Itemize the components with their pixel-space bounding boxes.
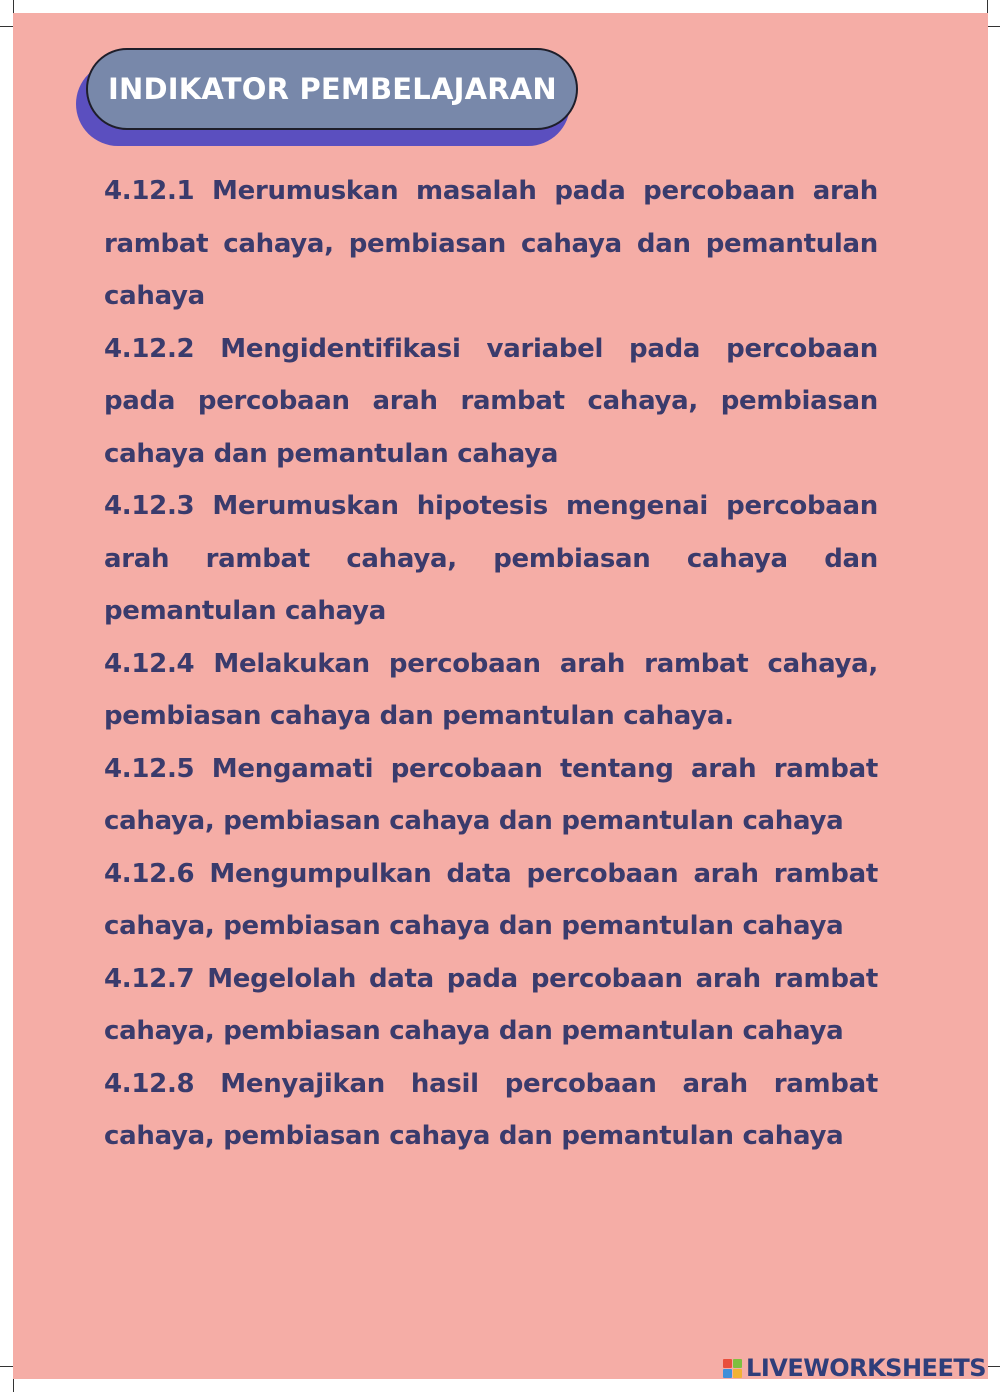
brand-name: LIVEWORKSHEETS [746, 1354, 986, 1382]
indicator-item: 4.12.5 Mengamati percobaan tentang arah rambat cahaya, pembiasan cahaya dan pemantulan cahaya [104, 753, 878, 836]
header-badge [86, 48, 578, 130]
indicator-item: 4.12.1 Merumuskan masalah pada percobaan arah rambat cahaya, pembiasan cahaya dan pemantulan cahaya [104, 176, 878, 311]
indicator-item: 4.12.7 Megelolah data pada percobaan arah rambat cahaya, pembiasan cahaya dan pemantulan cahaya [104, 963, 878, 1046]
crop-mark [0, 26, 13, 27]
crop-mark [987, 0, 988, 13]
indicator-item: 4.12.4 Melakukan percobaan arah rambat cahaya, pembiasan cahaya dan pemantulan cahaya. [104, 648, 878, 731]
liveworksheets-logo-icon [723, 1359, 742, 1378]
indicator-list [104, 165, 878, 1163]
indicator-item: 4.12.3 Merumuskan hipotesis mengenai percobaan arah rambat cahaya, pembiasan cahaya dan pemantulan cahaya [104, 491, 878, 626]
crop-mark [987, 26, 1000, 27]
indicator-item: 4.12.2 Mengidentifikasi variabel pada percobaan pada percobaan arah rambat cahaya, pembiasan cahaya dan pemantulan cahaya [104, 333, 878, 469]
indicator-item: 4.12.8 Menyajikan hasil percobaan arah rambat cahaya, pembiasan cahaya dan pemantulan cahaya [104, 1068, 878, 1151]
crop-mark [13, 0, 14, 13]
indicator-item: 4.12.6 Mengumpulkan data percobaan arah rambat cahaya, pembiasan cahaya dan pemantulan cahaya [104, 858, 878, 941]
liveworksheets-brand[interactable] [723, 1354, 986, 1382]
page-title: INDIKATOR PEMBELAJARAN [108, 72, 557, 106]
crop-mark [987, 1366, 1000, 1367]
crop-mark [0, 1366, 13, 1367]
crop-mark [13, 1379, 14, 1392]
